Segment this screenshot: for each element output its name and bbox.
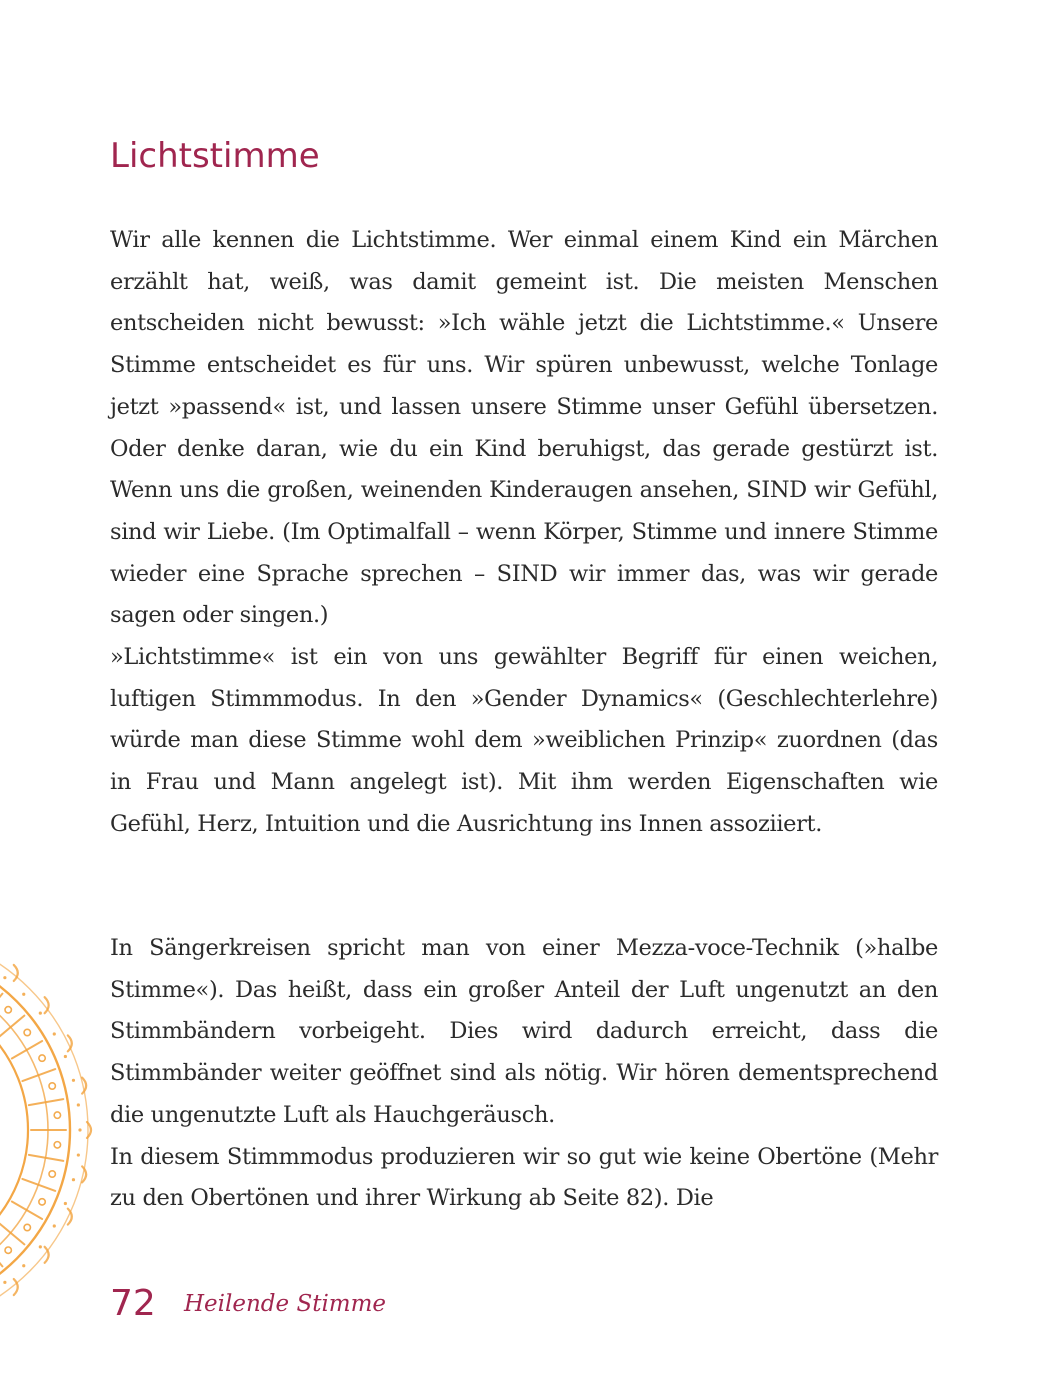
ornament-mark <box>64 1202 67 1205</box>
ornament-mark <box>54 1112 60 1118</box>
ornament-mark <box>14 1279 18 1295</box>
ornament-mark <box>72 1079 75 1082</box>
text-block-2 <box>110 928 938 1220</box>
running-title: Heilende Stimme <box>184 1291 387 1317</box>
ornament-mark <box>5 1247 11 1253</box>
paragraph: Wir alle kennen die Lichtstimme. Wer einmal einem Kind ein Märchen erzählt hat, weiß, was damit gemeint ist. Die meisten Menschen entscheiden nicht bewusst: »Ich wähle jetzt die Lichtstimme.« Unsere Stimme entscheidet es für uns. Wir spüren unbewusst, welche Tonlage jetzt »passend« ist, und lassen unsere Stimme unser Gefühl übersetzen. Oder denke daran, wie du ein Kind beruhigst, das gerade gestürzt ist. Wenn uns die großen, weinenden Kinderaugen ansehen, SIND wir Gefühl, sind wir Liebe. (Im Optimalfall – wenn Körper, Stimme und innere Stimme wieder eine Sprache sprechen – SIND wir immer das, was wir gerade sagen oder singen.) <box>110 227 938 629</box>
ornament-mark <box>64 1055 67 1058</box>
ornament-mark <box>22 1069 55 1081</box>
ornament-mark <box>22 993 25 996</box>
ornament-mark <box>39 1199 45 1205</box>
paragraph: In Sängerkreisen spricht man von einer Mezza-voce-Technik (»halbe Stimme«). Das heißt, dass ein großer Anteil der Luft ungenutzt an den Stimmbändern vorbeigeht. Dies wird dadurch erreicht, dass die Stimmbänder weiter geöffnet sind als nötig. Wir hören dementsprechend die ungenutzte Luft als Hauchgeräusch. <box>110 935 938 1128</box>
paragraph: In diesem Stimmmodus produzieren wir so gut wie keine Obertöne (Mehr zu den Obertönen und ihrer Wirkung ab Seite 82). Die <box>110 1143 938 1212</box>
ornament-mark <box>49 1171 55 1177</box>
ornament-mark <box>78 1128 81 1131</box>
ornament-mark <box>53 1032 56 1035</box>
text-block-1 <box>110 220 938 846</box>
section-heading: Lichtstimme <box>110 136 320 176</box>
ornament-mark <box>54 1142 60 1148</box>
paragraph: »Lichtstimme« ist ein von uns gewählter Begriff für einen weichen, luftigen Stimmmodus. In den »Gender Dynamics« (Geschlechterlehre) würde man diese Stimme wohl dem »weiblichen Prinzip« zuordnen (das in Frau und Mann angelegt ist). Mit ihm werden Eigenschaften wie Gefühl, Herz, Intuition und die Ausrichtung ins Innen assoziiert. <box>110 644 938 837</box>
ornament-mark <box>39 1055 45 1061</box>
ornament-mark <box>12 1202 42 1220</box>
ornament-mark <box>3 976 6 979</box>
page-number: 72 <box>110 1283 156 1324</box>
ornament-mark <box>77 1103 80 1106</box>
ornament-mark <box>24 1224 30 1230</box>
ornament-mark <box>12 1041 42 1059</box>
ornament-mark <box>53 1224 56 1227</box>
mandala-ornament-icon <box>0 940 95 1378</box>
ornament-mark <box>39 1245 42 1248</box>
ornament-mark <box>39 1012 42 1015</box>
ornament-mark <box>77 1153 80 1156</box>
ornament-mark <box>5 1007 11 1013</box>
ornament-mark <box>14 965 18 981</box>
ornament-mark <box>49 1083 55 1089</box>
ornament-mark <box>22 1179 55 1191</box>
ornament-mark <box>3 1281 6 1284</box>
ornament-mark <box>22 1264 25 1267</box>
ornament-mark <box>72 1178 75 1181</box>
ornament-mark <box>24 1029 30 1035</box>
